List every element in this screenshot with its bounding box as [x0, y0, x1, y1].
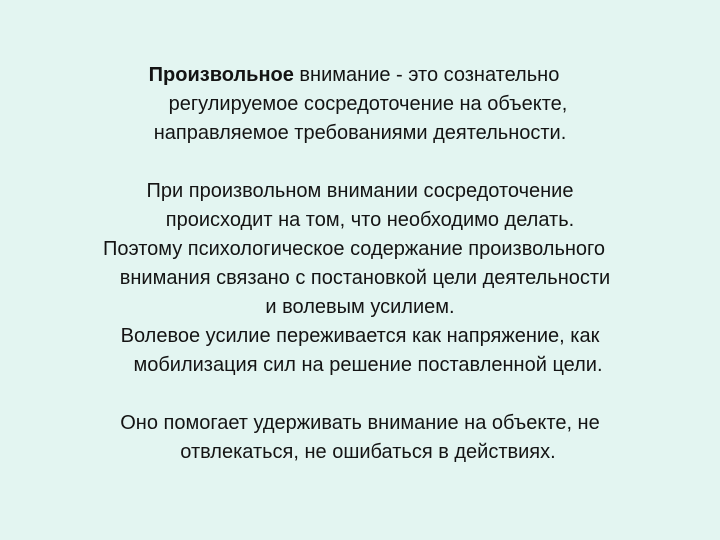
effort-paragraph	[0, 322, 720, 380]
effort-line-1: Волевое усилие переживается как напряжение, как	[120, 325, 600, 347]
help-line-2: отвлекаться, не ошибаться в действиях.	[180, 441, 556, 463]
effort-line-2: мобилизация сил на решение поставленной цели.	[133, 354, 603, 376]
definition-paragraph	[0, 61, 720, 148]
help-paragraph	[0, 409, 720, 467]
help-line-1: Оно помогает удерживать внимание на объекте, не	[120, 412, 600, 434]
definition-line-2: регулируемое сосредоточение на объекте,	[168, 93, 568, 115]
definition-line-1	[0, 61, 720, 90]
key-term: Произвольное	[148, 64, 294, 86]
focus-paragraph	[0, 177, 720, 235]
definition-line-3: направляемое требованиями деятельности.	[153, 122, 567, 144]
content-line-2: внимания связано с постановкой цели деятельности	[119, 267, 611, 289]
focus-line-2: происходит на том, что необходимо делать.	[165, 209, 575, 231]
content-line-3: и волевым усилием.	[265, 296, 455, 318]
content-line-1: Поэтому психологическое содержание произвольного	[102, 238, 606, 260]
content-paragraph	[0, 235, 720, 322]
definition-line-1-text: внимание - это сознательно	[293, 64, 560, 86]
focus-line-1: При произвольном внимании сосредоточение	[146, 180, 574, 202]
